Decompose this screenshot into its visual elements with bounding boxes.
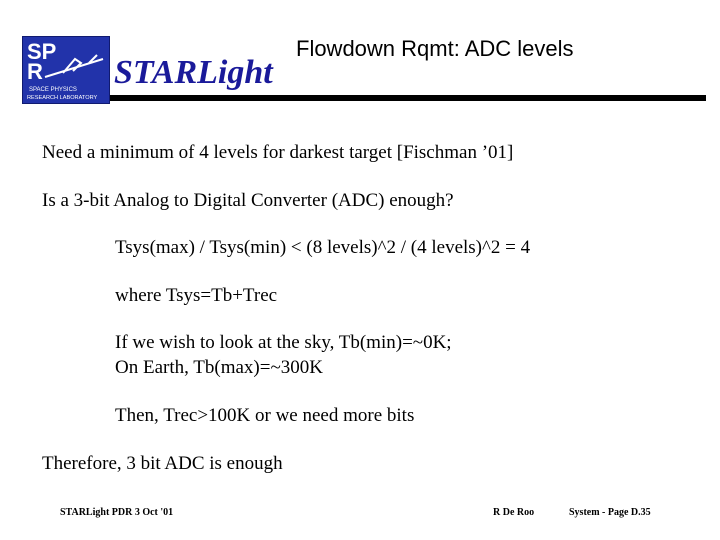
body-line-5: If we wish to look at the sky, Tb(min)=~0K;: [115, 332, 452, 353]
footer-left: STARLight PDR 3 Oct '01: [60, 507, 174, 518]
footer-page: System - Page D.35: [569, 507, 651, 518]
logo-letter-r: R: [27, 59, 43, 84]
body-line-4: where Tsys=Tb+Trec: [115, 285, 278, 306]
slide-title: Flowdown Rqmt: ADC levels: [296, 36, 574, 61]
logo-subtitle-1: SPACE PHYSICS: [29, 87, 77, 93]
body-line-8: Therefore, 3 bit ADC is enough: [42, 453, 283, 474]
body-line-3: Tsys(max) / Tsys(min) < (8 levels)^2 / (4 levels)^2 = 4: [115, 237, 531, 258]
body-line-7: Then, Trec>100K or we need more bits: [115, 405, 415, 426]
logo-subtitle-2: RESEARCH LABORATORY: [27, 95, 98, 101]
logo-letters-sp: SP: [27, 39, 57, 64]
body-line-2: Is a 3-bit Analog to Digital Converter (ADC) enough?: [42, 190, 454, 211]
footer-author: R De Roo: [493, 507, 535, 518]
brand-wordmark: STARLight: [114, 54, 273, 91]
sprl-logo: [22, 36, 110, 104]
body-line-1: Need a minimum of 4 levels for darkest target [Fischman ’01]: [42, 142, 514, 163]
body-line-6: On Earth, Tb(max)=~300K: [115, 357, 323, 378]
header-rule: [110, 95, 706, 101]
